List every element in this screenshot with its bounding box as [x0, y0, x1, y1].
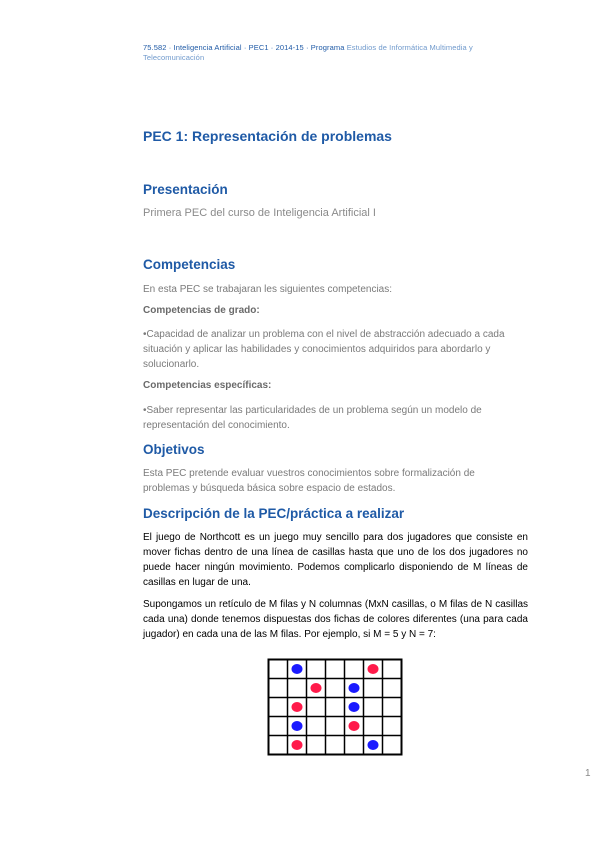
competencias-especificas-label: Competencias específicas: [143, 380, 272, 391]
northcott-board [267, 658, 405, 758]
presentacion-text: Primera PEC del curso de Inteligencia Artificial I [143, 207, 376, 219]
header-course-info: 75.582 · Inteligencia Artificial · PEC1 · 2014-15 · Programa [143, 43, 345, 52]
board-frame [269, 660, 402, 755]
descripcion-paragraph-2: Supongamos un retículo de M filas y N columnas (MxN casillas, o M filas de N casillas cada una) donde tenemos dispuestas dos fichas de colores diferentes (una para cada jugador) en cada una de las M filas. Por ejemplo, si M = 5 y N = 7: [143, 599, 528, 640]
header-program-info: Estudios de Informática Multimedia y [346, 43, 473, 52]
blue-piece [349, 702, 360, 712]
running-header [143, 43, 523, 63]
document-title: PEC 1: Representación de problemas [143, 128, 392, 144]
red-piece [368, 664, 379, 674]
competencias-grado-text: •Capacidad de analizar un problema con el nivel de abstracción adecuado a cada situación y aplicar las habilidades y conocimientos adquiridos para abordarlo y solucionarlo. [143, 329, 505, 370]
competencias-grado-label: Competencias de grado: [143, 305, 260, 316]
heading-descripcion: Descripción de la PEC/práctica a realizar [143, 506, 405, 521]
heading-objetivos: Objetivos [143, 442, 205, 457]
page-number: 1 [585, 768, 591, 779]
blue-piece [349, 683, 360, 693]
red-piece [349, 721, 360, 731]
competencias-intro: En esta PEC se trabajaran les siguientes competencias: [143, 284, 393, 295]
blue-piece [368, 740, 379, 750]
competencias-especificas-text: •Saber representar las particularidades de un problema según un modelo de representación del conocimiento. [143, 405, 482, 431]
header-program-info-cont: Telecomunicación [143, 53, 205, 62]
objetivos-text: Esta PEC pretende evaluar vuestros conocimientos sobre formalización de problemas y búsqueda básica sobre espacio de estados. [143, 468, 475, 494]
red-piece [292, 740, 303, 750]
red-piece [311, 683, 322, 693]
descripcion-paragraph-1: El juego de Northcott es un juego muy sencillo para dos jugadores que consiste en mover fichas dentro de una línea de casillas hasta que uno de los dos jugadores no puede hacer ningún movimiento. Podemos complicarlo disponiendo de M líneas de casillas en lugar de una. [143, 532, 528, 588]
blue-piece [292, 664, 303, 674]
blue-piece [292, 721, 303, 731]
heading-presentacion: Presentación [143, 182, 228, 197]
red-piece [292, 702, 303, 712]
heading-competencias: Competencias [143, 257, 236, 272]
